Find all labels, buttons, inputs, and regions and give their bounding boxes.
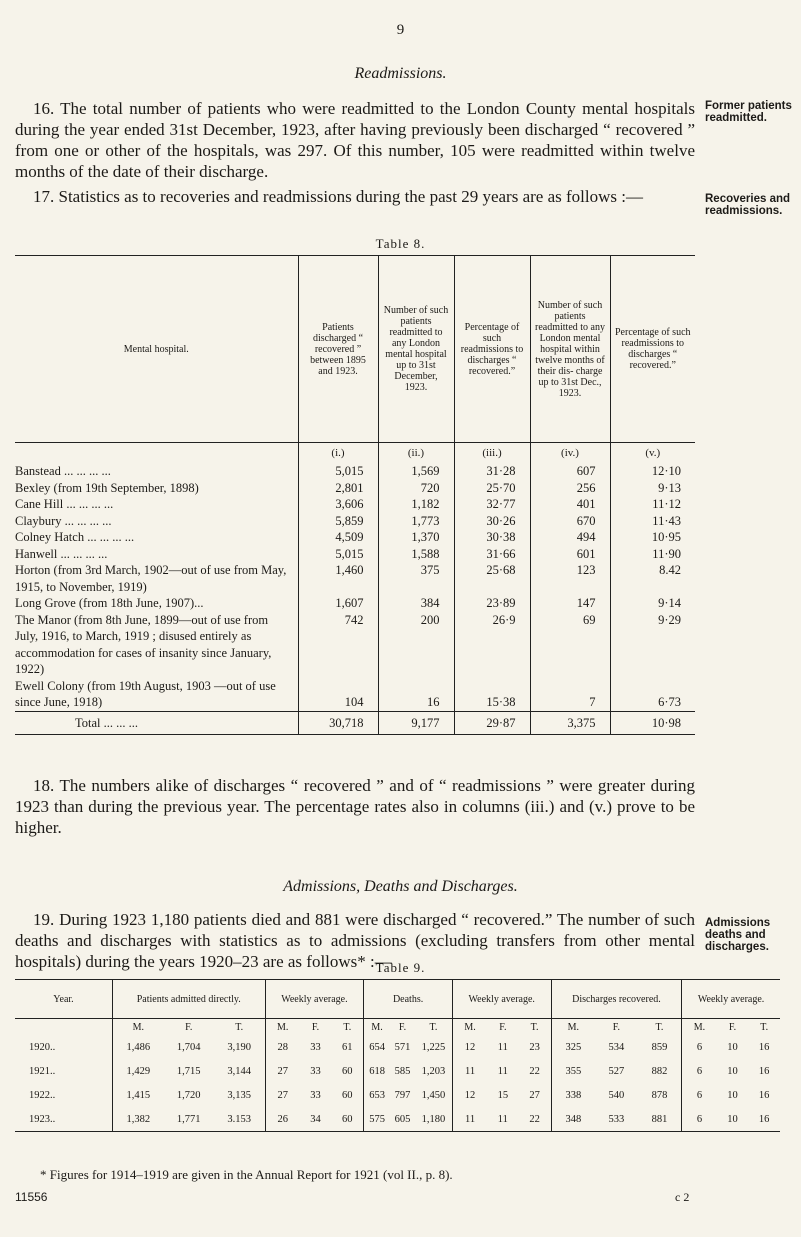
cell: 104 (298, 678, 378, 712)
cell: 23·89 (454, 595, 530, 612)
cell: 5,015 (298, 546, 378, 563)
table-row (15, 562, 695, 595)
total-row (15, 711, 695, 734)
cell: 720 (378, 480, 454, 497)
cell: 11·12 (610, 496, 695, 513)
cell: 11 (452, 1107, 487, 1132)
table-row (15, 595, 695, 612)
cell: 6·73 (610, 678, 695, 712)
cell: 30,718 (298, 711, 378, 734)
cell: 1,450 (421, 1089, 446, 1101)
paragraph-18-number: 18. (33, 776, 55, 795)
cell: 1,720 (176, 1089, 201, 1101)
cell: 1,382 (113, 1107, 164, 1132)
cell: 653 (364, 1083, 390, 1107)
cell: 61 (342, 1041, 353, 1053)
cell: 69 (530, 612, 610, 678)
sub-header: F. (311, 1021, 320, 1033)
cell: 533 (595, 1107, 638, 1132)
hospital-name: Cane Hill ... ... ... ... (15, 497, 114, 511)
total-label: Total ... ... ... (15, 711, 298, 734)
table-row (15, 1083, 780, 1107)
cell: 401 (530, 496, 610, 513)
printer-code: 11556 (15, 1190, 48, 1204)
table-row (15, 678, 695, 712)
cell: 15 (497, 1089, 509, 1101)
table-9-header-admitted: Patients admitted directly. (113, 980, 266, 1019)
cell: 9,177 (378, 711, 454, 734)
cell: 10 (727, 1065, 738, 1077)
hospital-name: The Manor (from 8th June, 1899—out of use from July, 1916, to March, 1919 ; disused entirely as accommodation for cases of insanity since January, 1922) (15, 612, 272, 676)
cell: 29·87 (454, 711, 530, 734)
cell: 3,375 (530, 711, 610, 734)
table-9-header-weekly-admitted: Weekly average. (265, 980, 364, 1019)
hospital-name: Long Grove (from 18th June, 1907)... (15, 596, 204, 610)
hospital-name: Ewell Colony (from 19th August, 1903 —out of use since June, 1918) (15, 678, 276, 709)
cell: 32·77 (454, 496, 530, 513)
sub-header: M. (113, 1019, 164, 1036)
table-row (15, 496, 695, 513)
cell: 742 (298, 612, 378, 678)
table-9 (15, 979, 780, 1132)
cell: 11·90 (610, 546, 695, 563)
table-row (15, 480, 695, 497)
margin-note-former-patients: Former patients readmitted. (705, 100, 792, 124)
margin-note-recoveries: Recoveries and readmissions. (705, 193, 791, 217)
table-row (15, 1107, 780, 1132)
sub-header: T. (235, 1021, 244, 1033)
cell: 60 (342, 1065, 353, 1077)
cell: 1,607 (298, 595, 378, 612)
sub-header: T. (655, 1021, 664, 1033)
cell: 33 (310, 1041, 321, 1053)
cell: 30·26 (454, 513, 530, 530)
cell: 6 (682, 1035, 717, 1059)
cell: 10 (727, 1041, 738, 1053)
cell: 607 (530, 463, 610, 480)
admissions-heading: Admissions, Deaths and Discharges. (283, 878, 518, 895)
cell: 60 (331, 1107, 364, 1132)
table-8-header-discharged: Patients discharged “ recovered ” between 1895 and 1923. (298, 256, 378, 443)
cell: 338 (551, 1083, 595, 1107)
cell: 348 (551, 1107, 595, 1132)
cell: 571 (394, 1041, 411, 1053)
sub-header: F. (499, 1021, 507, 1033)
cell: 527 (608, 1065, 625, 1077)
cell: 9·13 (610, 480, 695, 497)
page-number: 9 (396, 22, 405, 38)
cell: 654 (364, 1035, 390, 1059)
cell: 11·43 (610, 513, 695, 530)
cell: 12 (452, 1083, 487, 1107)
paragraph-17 (15, 186, 695, 207)
cell: 1,180 (415, 1107, 452, 1132)
cell: 1,771 (164, 1107, 214, 1132)
cell: 384 (378, 595, 454, 612)
paragraph-19-number: 19. (33, 910, 55, 929)
year-cell: 1923.. (15, 1107, 113, 1132)
paragraph-18 (15, 775, 695, 838)
sub-header: T. (429, 1021, 438, 1033)
cell: 1,715 (176, 1065, 201, 1077)
cell: 25·68 (454, 562, 530, 595)
cell: 27 (265, 1059, 300, 1083)
cell: 27 (265, 1083, 300, 1107)
column-label: (iii.) (454, 443, 530, 464)
sub-header: F. (185, 1021, 193, 1033)
table-row (15, 1035, 780, 1059)
cell: 3,135 (227, 1089, 251, 1101)
sub-header: F. (612, 1021, 621, 1033)
year-cell: 1921.. (29, 1065, 56, 1077)
sub-header: T. (760, 1021, 769, 1033)
cell: 1,588 (378, 546, 454, 563)
cell: 859 (651, 1041, 668, 1053)
paragraph-17-number: 17. (33, 187, 55, 206)
cell: 1,415 (113, 1083, 164, 1107)
table-8-header-readmitted: Number of such patients readmitted to any London mental hospital up to 31st December, 1923. (378, 256, 454, 443)
cell: 881 (638, 1107, 682, 1132)
cell: 16 (748, 1107, 780, 1132)
cell: 4,509 (298, 529, 378, 546)
cell: 12 (452, 1035, 487, 1059)
cell: 10·98 (610, 711, 695, 734)
cell: 8.42 (610, 562, 695, 595)
cell: 256 (530, 480, 610, 497)
sub-header: M. (364, 1019, 390, 1036)
cell: 325 (551, 1035, 595, 1059)
hospital-name: Banstead ... ... ... ... (15, 464, 111, 478)
cell: 1,773 (378, 513, 454, 530)
cell: 3,144 (227, 1065, 251, 1077)
cell: 60 (342, 1089, 353, 1101)
cell: 28 (265, 1035, 300, 1059)
table-9-caption: Table 9. (375, 960, 426, 975)
column-label: (v.) (610, 443, 695, 464)
table-8 (15, 255, 695, 735)
column-label: (iv.) (530, 443, 610, 464)
cell: 16 (758, 1065, 770, 1077)
cell: 1,370 (378, 529, 454, 546)
cell: 33 (310, 1089, 321, 1101)
cell: 30·38 (454, 529, 530, 546)
cell: 11 (497, 1065, 508, 1077)
paragraph-18-text: The numbers alike of discharges “ recovered ” and of “ readmissions ” were greater during 1923 than during the previous year. The percentage rates also in columns (iii.) and (v.) prove to be higher. (15, 776, 696, 837)
hospital-name: Horton (from 3rd March, 1902—out of use from May, 1915, to November, 1919) (15, 563, 287, 594)
table-8-caption: Table 8. (375, 236, 426, 251)
table-row (15, 529, 695, 546)
paragraph-16 (15, 98, 695, 182)
table-9-header-year: Year. (15, 980, 113, 1019)
cell: 494 (530, 529, 610, 546)
cell: 1,704 (176, 1041, 201, 1053)
paragraph-16-text: The total number of patients who were readmitted to the London County mental hospitals during the year ended 31st December, 1923, after having previously been discharged “ recovered ” from one or other of the hospitals, was 297. Of this number, 105 were readmitted within twelve months of the date of their discharge. (15, 99, 695, 181)
cell: 123 (530, 562, 610, 595)
sub-header: M. (682, 1019, 717, 1036)
cell: 9·14 (610, 595, 695, 612)
cell: 31·66 (454, 546, 530, 563)
cell: 5,015 (298, 463, 378, 480)
cell: 10·95 (610, 529, 695, 546)
paragraph-19-text: During 1923 1,180 patients died and 881 were discharged “ recovered.” The number of such deaths and discharges with statistics as to admissions (excluding transfers from other mental hospitals) during the years 1920–23 are as follows* :— (15, 910, 695, 971)
hospital-name: Bexley (from 19th September, 1898) (15, 480, 199, 495)
cell: 3,606 (298, 496, 378, 513)
table-9-header-weekly-deaths: Weekly average. (452, 980, 551, 1019)
cell: 200 (378, 612, 454, 678)
sub-header: T. (530, 1021, 539, 1033)
cell: 147 (530, 595, 610, 612)
cell: 11 (452, 1059, 487, 1083)
column-label: (i.) (298, 443, 378, 464)
cell: 26·9 (454, 612, 530, 678)
table-8-header-readmitted-12-months: Number of such patients readmitted to any London mental hospital within twelve months of their dis- charge up to 31st Dec., 1923. (530, 256, 610, 443)
cell: 34 (300, 1107, 331, 1132)
readmissions-heading: Readmissions. (354, 65, 447, 82)
table-row (15, 612, 695, 678)
table-8-header-percentage: Percentage of such readmissions to discharges “ recovered.” (454, 256, 530, 443)
cell: 23 (529, 1041, 540, 1053)
column-label: (ii.) (378, 443, 454, 464)
cell: 22 (529, 1065, 540, 1077)
cell: 16 (378, 678, 454, 712)
cell: 12·10 (610, 463, 695, 480)
sub-header: T. (343, 1021, 352, 1033)
cell: 534 (608, 1041, 625, 1053)
cell: 3.153 (214, 1107, 265, 1132)
cell: 33 (310, 1065, 321, 1077)
table-9-header-discharges: Discharges recovered. (551, 980, 682, 1019)
sub-header: M. (452, 1019, 487, 1036)
hospital-name: Colney Hatch ... ... ... ... (15, 530, 135, 544)
cell: 1,225 (421, 1041, 446, 1053)
table-row (15, 1059, 780, 1083)
cell: 9·29 (610, 612, 695, 678)
cell: 605 (390, 1107, 415, 1132)
cell: 585 (394, 1065, 411, 1077)
cell: 1,460 (298, 562, 378, 595)
year-cell: 1922.. (29, 1089, 56, 1101)
cell: 670 (530, 513, 610, 530)
cell: 11 (497, 1041, 508, 1053)
sub-header: M. (551, 1019, 595, 1036)
cell: 2,801 (298, 480, 378, 497)
cell: 797 (394, 1089, 411, 1101)
cell: 22 (519, 1107, 552, 1132)
cell: 1,486 (113, 1035, 164, 1059)
hospital-name: Hanwell ... ... ... ... (15, 546, 108, 561)
cell: 540 (608, 1089, 625, 1101)
cell: 882 (651, 1065, 668, 1077)
cell: 1,569 (378, 463, 454, 480)
cell: 355 (551, 1059, 595, 1083)
cell: 1,203 (421, 1065, 446, 1077)
sub-header: F. (398, 1021, 407, 1033)
cell: 7 (530, 678, 610, 712)
table-row (15, 513, 695, 530)
cell: 6 (682, 1107, 717, 1132)
cell: 601 (530, 546, 610, 563)
table-8-header-percentage-12-months: Percentage of such readmissions to discharges “ recovered.” (610, 256, 695, 443)
cell: 878 (651, 1089, 668, 1101)
footnote: * Figures for 1914–1919 are given in the Annual Report for 1921 (vol II., p. 8). (40, 1167, 453, 1182)
cell: 3,190 (227, 1041, 251, 1053)
paragraph-17-text: Statistics as to recoveries and readmissions during the past 29 years are as follows :— (58, 187, 643, 206)
table-row (15, 546, 695, 563)
table-row (15, 463, 695, 480)
cell: 26 (265, 1107, 300, 1132)
hospital-name: Claybury ... ... ... ... (15, 513, 112, 528)
cell: 16 (758, 1089, 770, 1101)
cell: 6 (682, 1059, 717, 1083)
cell: 11 (487, 1107, 518, 1132)
table-9-header-weekly-discharges: Weekly average. (682, 980, 780, 1019)
year-cell: 1920.. (29, 1041, 56, 1053)
table-9-header-deaths: Deaths. (364, 980, 453, 1019)
margin-note-admissions: Admissions deaths and discharges. (705, 917, 771, 953)
cell: 27 (529, 1089, 540, 1101)
cell: 6 (682, 1083, 717, 1107)
cell: 618 (364, 1059, 390, 1083)
cell: 31·28 (454, 463, 530, 480)
cell: 375 (378, 562, 454, 595)
cell: 16 (758, 1041, 770, 1053)
cell: 25·70 (454, 480, 530, 497)
cell: 5,859 (298, 513, 378, 530)
sub-header: F. (728, 1021, 737, 1033)
cell: 10 (717, 1107, 749, 1132)
table-8-header-hospital: Mental hospital. (15, 256, 298, 443)
cell: 10 (727, 1089, 738, 1101)
paragraph-16-number: 16. (33, 99, 55, 118)
cell: 575 (364, 1107, 390, 1132)
cell: 1,182 (378, 496, 454, 513)
cell: 1,429 (113, 1059, 164, 1083)
signature-mark: c 2 (675, 1190, 690, 1204)
cell: 15·38 (454, 678, 530, 712)
sub-header: M. (265, 1019, 300, 1036)
